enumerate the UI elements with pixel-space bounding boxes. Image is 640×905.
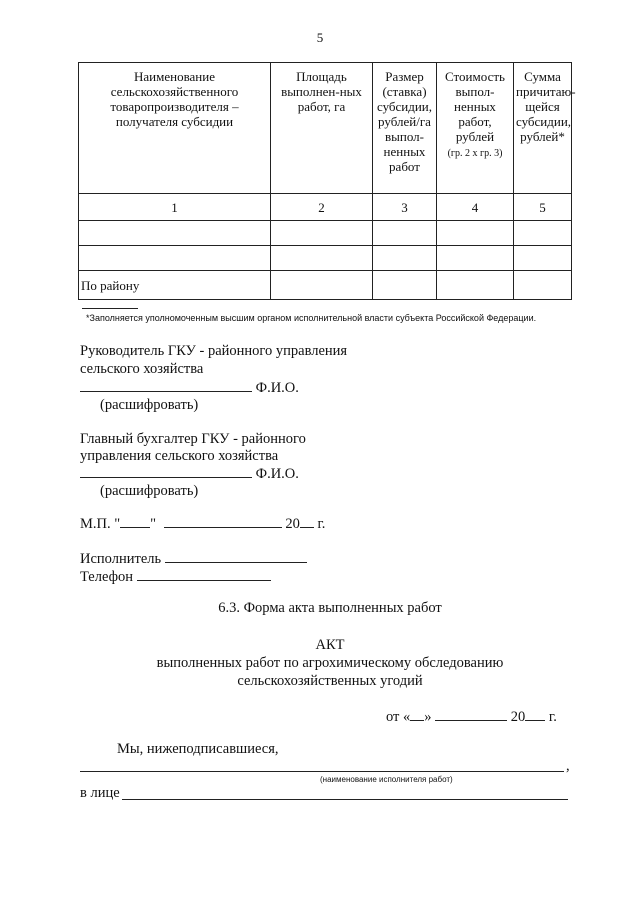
act-month-blank	[435, 707, 507, 721]
act-date-mid: »	[424, 709, 432, 725]
act-date-row	[386, 707, 557, 726]
header-cost: Стоимость выпол-ненных работ, рублей (гр. 2 х гр. 3)	[437, 63, 514, 194]
phone-row	[80, 567, 271, 586]
in-person-label: в лице	[80, 785, 120, 801]
stamp-year: 20	[285, 516, 300, 532]
footnote-divider	[82, 308, 138, 309]
signature1-note: (расшифровать)	[100, 397, 199, 413]
signature2-line2: управления сельского хозяйства	[80, 448, 279, 464]
contractor-comma: ,	[566, 758, 570, 774]
phone-blank	[137, 567, 271, 581]
table-cell	[514, 271, 572, 300]
act-day-blank	[410, 707, 424, 721]
table-cell	[79, 221, 271, 246]
table-cell	[79, 246, 271, 271]
act-date-prefix: от «	[386, 709, 411, 725]
act-subtitle-line2: сельскохозяйственных угодий	[237, 673, 423, 689]
stamp-suffix: г.	[317, 516, 326, 532]
column-number: 3	[373, 194, 437, 221]
signature2-sign-line	[80, 464, 252, 478]
table-row	[79, 246, 572, 271]
column-number: 5	[514, 194, 572, 221]
executor-blank	[165, 549, 307, 563]
we-undersigned: Мы, нижеподписавшиеся,	[117, 741, 279, 757]
act-subtitle-line1: выполненных работ по агрохимическому обследованию	[156, 655, 504, 671]
signature1-line2: сельского хозяйства	[80, 361, 204, 377]
in-person-line	[122, 799, 568, 800]
stamp-day-blank	[120, 514, 150, 528]
table-cell	[437, 221, 514, 246]
header-cost-note: (гр. 2 х гр. 3)	[447, 148, 503, 159]
signature1-sign-line	[80, 378, 252, 392]
table-row	[79, 194, 572, 221]
total-label: По району	[79, 271, 271, 300]
stamp-quote: "	[150, 516, 157, 532]
contractor-caption: (наименование исполнителя работ)	[320, 775, 453, 784]
column-number: 1	[79, 194, 271, 221]
contractor-name-line	[80, 771, 564, 772]
signature1-sign-row	[80, 378, 299, 397]
table-cell	[373, 221, 437, 246]
header-rate: Размер (ставка) субсидии, рублей/га выпол-ненных работ	[373, 63, 437, 194]
table-cell	[437, 246, 514, 271]
signature1-line1: Руководитель ГКУ - районного управления	[80, 343, 348, 359]
header-producer: Наименование сельскохозяйственного товаропроизводителя – получателя субсидии	[79, 63, 271, 194]
stamp-label: М.П. "	[80, 516, 121, 532]
executor-label: Исполнитель	[80, 551, 162, 567]
stamp-month-blank	[164, 514, 282, 528]
table-header-row	[79, 63, 572, 194]
section-title: 6.3. Форма акта выполненных работ	[218, 600, 442, 616]
stamp-year-blank	[300, 514, 314, 528]
signature2-fio: Ф.И.О.	[255, 466, 299, 482]
act-date-suffix: г.	[548, 709, 557, 725]
table-cell	[271, 271, 373, 300]
table-cell	[271, 221, 373, 246]
table-cell	[373, 246, 437, 271]
signature2-line1: Главный бухгалтер ГКУ - районного	[80, 431, 306, 447]
header-area: Площадь выполнен-ных работ, га	[271, 63, 373, 194]
executor-row	[80, 549, 307, 568]
signature2-sign-row	[80, 464, 299, 483]
header-subsidy-sum: Сумма причитаю-щейся субсидии, рублей*	[514, 63, 572, 194]
table-row	[79, 221, 572, 246]
table-cell	[271, 246, 373, 271]
table-cell	[514, 221, 572, 246]
table-cell	[437, 271, 514, 300]
signature2-note: (расшифровать)	[100, 483, 199, 499]
page-number: 5	[316, 30, 324, 45]
table-cell	[373, 271, 437, 300]
signature1-fio: Ф.И.О.	[255, 380, 299, 396]
act-title: АКТ	[315, 637, 345, 653]
column-number: 4	[437, 194, 514, 221]
table-row-total	[79, 271, 572, 300]
act-year-blank	[525, 707, 545, 721]
stamp-date-row	[80, 514, 325, 533]
act-date-year: 20	[510, 709, 526, 725]
footnote: *Заполняется уполномоченным высшим органом исполнительной власти субъекта Российской Федерации.	[86, 313, 537, 323]
subsidy-table	[78, 62, 576, 300]
phone-label: Телефон	[80, 569, 133, 585]
column-number: 2	[271, 194, 373, 221]
table-cell	[514, 246, 572, 271]
